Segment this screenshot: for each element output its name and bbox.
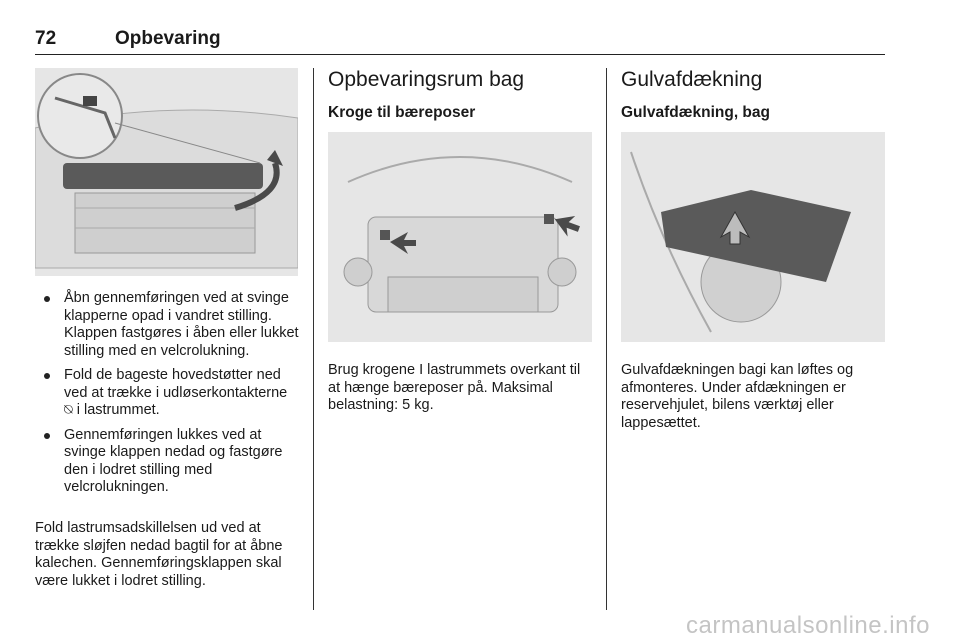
floor-cover-drawing [621, 132, 885, 342]
bullet-icon [44, 296, 50, 302]
section-subheading: Gulvafdækning, bag [621, 104, 770, 121]
section-subheading: Kroge til bæreposer [328, 104, 476, 121]
chapter-title: Opbevaring [115, 28, 221, 49]
bag-hooks-illustration [328, 132, 592, 342]
section-heading: Opbevaringsrum bag [328, 68, 525, 91]
page-number: 72 [35, 28, 57, 49]
instruction-list [35, 290, 299, 504]
floor-cover-illustration [621, 132, 885, 342]
bag-hooks-drawing [328, 132, 592, 342]
page-header [35, 30, 885, 55]
bullet-icon [44, 373, 50, 379]
list-item: Gennemføringen lukkes ved at svinge klappen nedad og fastgøre den i lodret stilling med velcrolukningen. [35, 427, 299, 497]
body-paragraph: Fold lastrumsadskillelsen ud ved at trække sløjfen nedad bagtil for at åbne kalechen. Gennemføringsklappen skal være lukket i lodret stilling. [35, 520, 283, 589]
passthrough-drawing [35, 68, 298, 276]
body-paragraph: Brug krogene I lastrummets overkant til at hænge bæreposer på. Maksimal belastning: 5 kg. [328, 362, 581, 413]
list-item: Fold de bageste hovedstøtter ned ved at trække i udløserkontakterne ⍉ i lastrummet. [35, 367, 299, 420]
watermark: carmanualsonline.info [686, 612, 930, 639]
passthrough-illustration [35, 68, 298, 276]
section-heading: Gulvafdækning [621, 68, 763, 91]
bullet-icon [44, 433, 50, 439]
list-item: Åbn gennemføringen ved at svinge klapperne opad i vandret stilling. Klappen fastgøres i åben eller lukket stilling med en velcrolukning. [35, 290, 299, 360]
column-divider [313, 68, 314, 610]
column-divider [606, 68, 607, 610]
body-paragraph: Gulvafdækningen bagi kan løftes og afmonteres. Under afdækningen er reservehjulet, bilens værktøj eller lappesættet. [621, 362, 854, 431]
